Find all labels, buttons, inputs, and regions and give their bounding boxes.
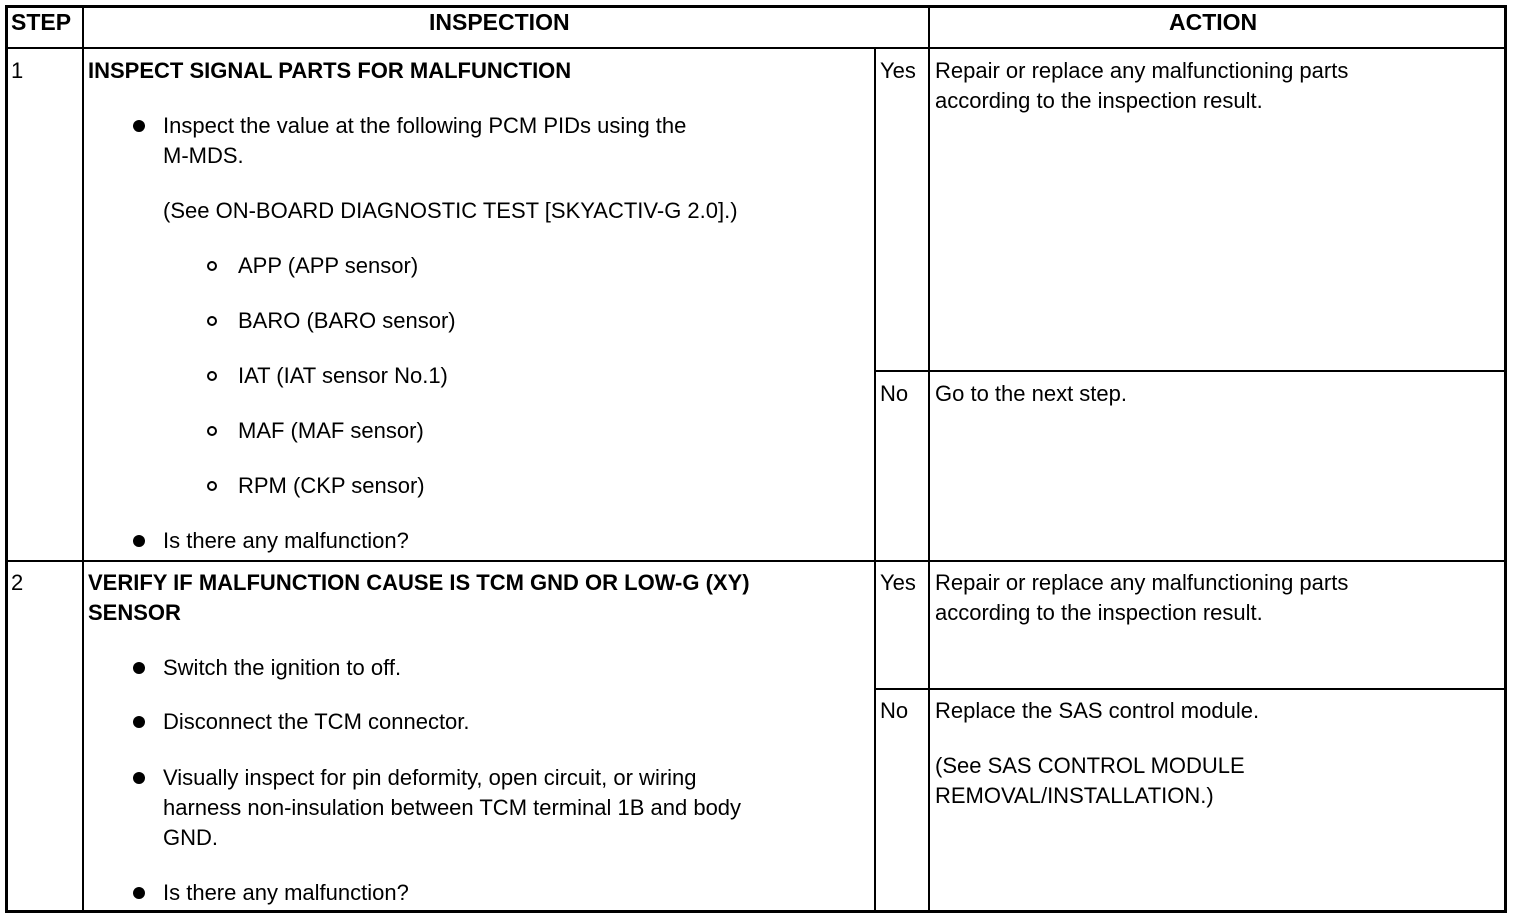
action-text: (See SAS CONTROL MODULE xyxy=(935,753,1245,778)
step-title: SENSOR xyxy=(88,600,181,625)
bullet-dot xyxy=(133,535,145,547)
header-inspection: INSPECTION xyxy=(429,9,570,35)
pid-item: RPM (CKP sensor) xyxy=(238,473,425,498)
action-text: Replace the SAS control module. xyxy=(935,698,1260,723)
bullet-text: Inspect the value at the following PCM PIDs using the xyxy=(163,113,687,138)
sub-bullet-ring xyxy=(207,481,217,491)
action-text: Go to the next step. xyxy=(935,381,1128,406)
step-divider xyxy=(8,560,1504,562)
action-text: according to the inspection result. xyxy=(935,600,1263,625)
header-action: ACTION xyxy=(1169,9,1258,35)
yes-no-column-divider xyxy=(874,48,876,910)
bullet-text: harness non-insulation between TCM terminal 1B and body xyxy=(163,795,742,820)
bullet-dot xyxy=(133,716,145,728)
action-text: Repair or replace any malfunctioning parts xyxy=(935,570,1349,595)
bullet-text: GND. xyxy=(163,825,218,850)
action-text: Repair or replace any malfunctioning parts xyxy=(935,58,1349,83)
yes-label: Yes xyxy=(880,570,916,595)
sub-bullet-ring xyxy=(207,316,217,326)
action-column-divider xyxy=(928,8,930,910)
no-label: No xyxy=(880,381,909,406)
bullet-dot xyxy=(133,120,145,132)
bullet-text: Is there any malfunction? xyxy=(163,880,409,905)
bullet-text: Visually inspect for pin deformity, open circuit, or wiring xyxy=(163,765,697,790)
sub-bullet-ring xyxy=(207,426,217,436)
action-text: according to the inspection result. xyxy=(935,88,1263,113)
bullet-text: M-MDS. xyxy=(163,143,244,168)
bullet-text: Switch the ignition to off. xyxy=(163,655,402,680)
step-title: INSPECT SIGNAL PARTS FOR MALFUNCTION xyxy=(88,58,572,83)
step-number: 1 xyxy=(11,58,24,83)
header-divider xyxy=(8,47,1504,49)
bullet-dot xyxy=(133,662,145,674)
bullet-text: Disconnect the TCM connector. xyxy=(163,709,470,734)
sub-bullet-ring xyxy=(207,261,217,271)
pid-item: IAT (IAT sensor No.1) xyxy=(238,363,448,388)
bullet-dot xyxy=(133,772,145,784)
pid-item: MAF (MAF sensor) xyxy=(238,418,424,443)
bullet-dot xyxy=(133,887,145,899)
pid-item: BARO (BARO sensor) xyxy=(238,308,456,333)
sub-bullet-ring xyxy=(207,371,217,381)
step2-yes-no-divider xyxy=(874,688,1504,690)
reference-text: (See ON-BOARD DIAGNOSTIC TEST [SKYACTIV-G 2.0].) xyxy=(163,198,738,223)
step-title: VERIFY IF MALFUNCTION CAUSE IS TCM GND OR LOW-G (XY) xyxy=(88,570,750,595)
step-number: 2 xyxy=(11,570,24,595)
step1-yes-no-divider xyxy=(874,370,1504,372)
bullet-text: Is there any malfunction? xyxy=(163,528,409,553)
header-step: STEP xyxy=(11,9,72,35)
action-text: REMOVAL/INSTALLATION.) xyxy=(935,783,1214,808)
pid-item: APP (APP sensor) xyxy=(238,253,419,278)
no-label: No xyxy=(880,698,909,723)
yes-label: Yes xyxy=(880,58,916,83)
step-column-divider xyxy=(82,8,84,910)
